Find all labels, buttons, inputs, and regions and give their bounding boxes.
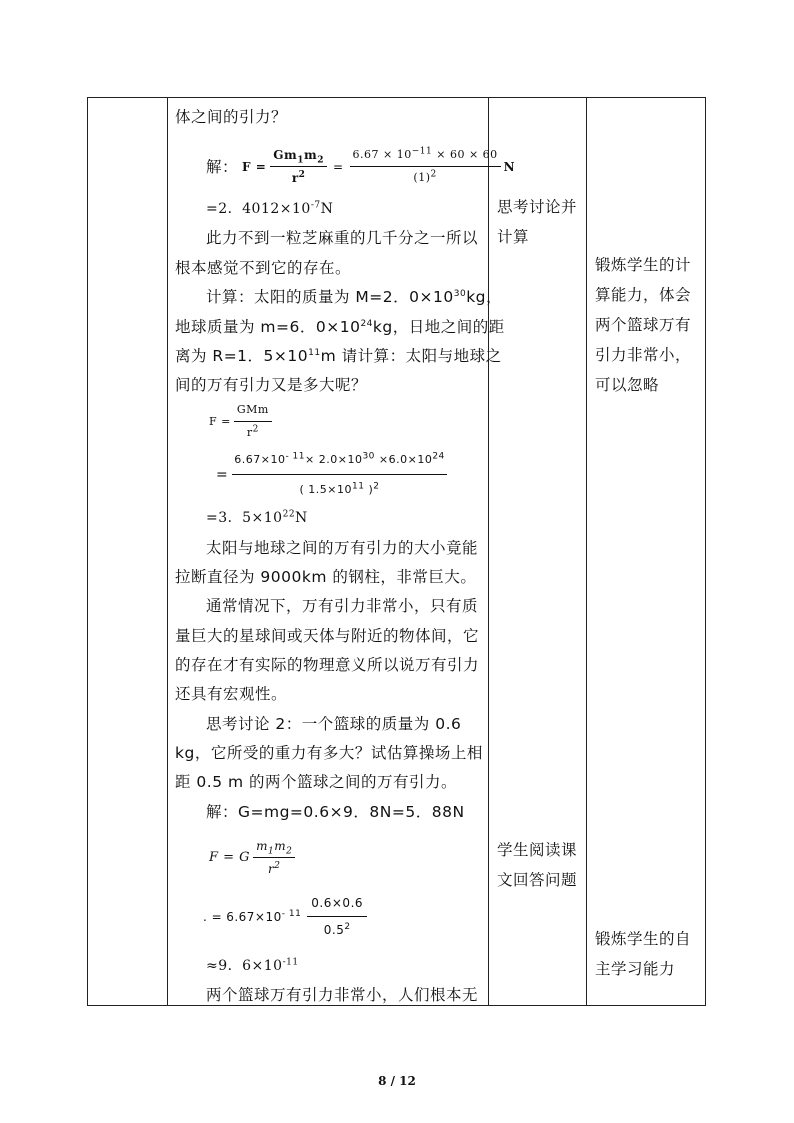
paragraph-line: 还具有宏观性。 [175,685,288,703]
formula-lhs: F = G [209,849,251,865]
student-activity-cell [497,835,577,895]
formula-lhs: F = [242,159,267,174]
fraction: $\frac{6.67\times 10^{- 11}\times 2.0\times 10^{30} \times 6.0\times 10^{24}}{( 1.5\times 10^{11} )^2}$ [234,451,445,496]
design-purpose-cell [595,924,691,984]
paragraph-line: 太阳与地球之间的万有引力的大小竟能 [206,539,479,557]
fraction: $\frac{m_1m_2}{r^2}$ [253,836,295,879]
purpose-line: 算能力，体会 [595,286,692,304]
purpose-line: 主学习能力 [595,960,676,978]
paragraph-line: 计算：太阳的质量为 M=2．$0\times 10^{30}kg$， [206,288,503,306]
teaching-content-cell [169,98,516,1005]
purpose-line: 锻炼学生的自 [595,930,692,948]
paragraph-line: 解：G=mg=0.6×9．8N=5．88N [206,803,465,821]
result-line: =3．$5\times 10^{22}N$ [206,509,308,526]
paragraph-line: 根本感觉不到它的存在。 [175,259,352,277]
purpose-line: 锻炼学生的计 [595,256,692,274]
fraction: $\frac{Gm_1m_2}{r^2}$ [270,145,327,188]
paragraph-line: 间的万有引力又是多大呢？ [175,376,368,394]
formula-gravity-2 [209,400,272,443]
column-divider [586,98,587,1005]
lesson-table [87,97,706,1006]
paragraph-line: 通常情况下，万有引力非常小，只有质 [206,597,479,615]
paragraph-line: 量巨大的星球间或天体与附近的物体间，它 [175,627,480,645]
fraction: $\frac{0.6\times 0.6}{0.5^2}$ [307,893,367,940]
equals-sign: = [216,467,229,483]
paragraph-line: 两个篮球万有引力非常小，人们根本无 [206,986,479,1004]
formula-sun-earth [216,450,447,500]
paragraph-line: kg，它所受的重力有多大？试估算操场上相 [175,744,483,762]
activity-line: 计算 [497,228,530,246]
formula-gravity-1 [206,145,515,188]
content-line: 体之间的引力？ [175,108,288,126]
paragraph-line: 拉断直径为 9000km 的钢柱，非常巨大。 [175,568,477,586]
paragraph-line: 此力不到一粒芝麻重的几千分之一所以 [206,229,479,247]
activity-line: 文回答问题 [497,871,578,889]
student-activity-cell [497,192,577,252]
column-divider [167,98,168,1005]
fraction: $\frac{\text{GMm}}{r^2}$ [234,400,272,443]
purpose-line: 可以忽略 [595,376,660,394]
activity-line: 思考讨论并 [497,198,578,216]
coefficient: $6.67\times 10^{- 11}$ [226,908,302,924]
page-number: 8 / 12 [378,1074,416,1088]
paragraph-line: 距 0.5 m 的两个篮球之间的万有引力。 [175,773,458,791]
purpose-line: 引力非常小， [595,346,692,364]
formula-prefix: 解： [206,157,239,176]
purpose-line: 两个篮球万有 [595,316,692,334]
equals-sign: . = [203,909,223,924]
formula-basketball-1 [209,836,295,879]
formula-lhs: F = [209,414,231,428]
formula-basketball-2 [203,893,367,940]
result-line: ≈9．$6\times 10^{-11}$ [206,957,299,974]
activity-line: 学生阅读课 [497,841,578,859]
fraction: $\frac{6.67 \times 10^{-11} \times 60 \times 60}{(1)^2}$ [350,145,501,188]
formula-unit: N [503,159,516,174]
paragraph-line: 思考讨论 2：一个篮球的质量为 0.6 [206,715,462,733]
equals-sign: = [332,159,344,174]
paragraph-line: 地球质量为 m=6．$0\times 10^{24}kg$，日地之间的距 [175,318,505,336]
result-line: =2．$4012\times 10^{-7}N$ [206,200,334,217]
paragraph-line: 离为 R=1．$5\times 10^{11}m$ 请计算：太阳与地球之 [175,347,502,365]
design-purpose-cell [595,250,691,400]
paragraph-line: 的存在才有实际的物理意义所以说万有引力 [175,656,480,674]
